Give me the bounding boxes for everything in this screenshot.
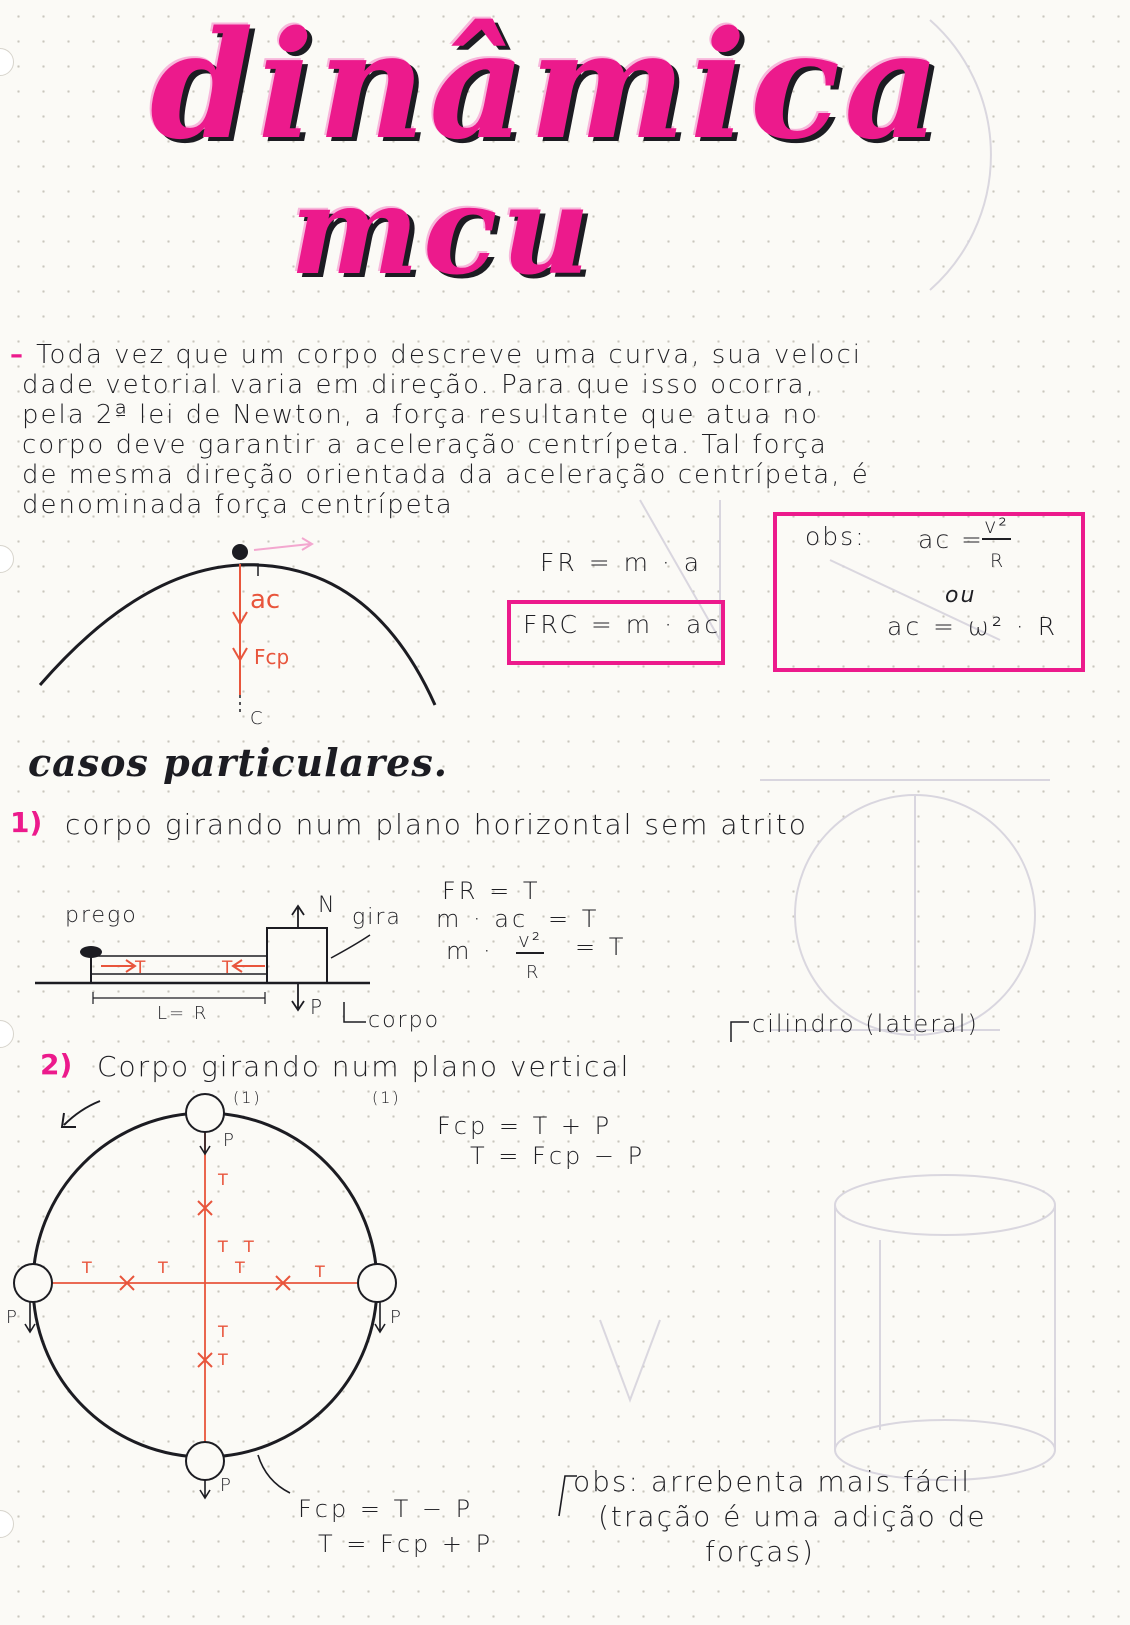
obs-eq1-denominator: R (990, 550, 1006, 572)
case2-p-bottom: P (220, 1475, 233, 1496)
section-heading-casos: casos particulares. (28, 740, 448, 785)
tension-arrow-2 (233, 960, 265, 972)
page-subtitle: mcu (290, 158, 595, 302)
case2-bottom-f1: Fcp = T − P (298, 1495, 474, 1523)
intro-line: de mesma direção orientada da aceleração centrípeta, é (22, 460, 870, 490)
case1-f1: FR = T (442, 877, 541, 905)
case2-one-label-a: (1) (233, 1088, 262, 1107)
obs-or: ou (945, 583, 977, 608)
formula-fr: FR = m · a (540, 548, 703, 577)
case2-one-label-b: (1) (372, 1088, 401, 1107)
gira-pointer (331, 935, 370, 958)
centripetal-curve-diagram (20, 530, 460, 740)
ac-label: ac (250, 585, 281, 615)
rotation-arrow (62, 1101, 100, 1127)
tension-arrow-1 (101, 960, 135, 972)
page-title: dinâmica (150, 0, 945, 172)
cilindro-pointer (725, 1014, 755, 1044)
case2-p-top: P (223, 1130, 236, 1151)
normal-arrow (292, 906, 304, 928)
intro-line: corpo deve garantir a aceleração centrípeta. Tal força (22, 430, 828, 460)
body-bottom (186, 1442, 224, 1480)
case1-number: 1) (10, 806, 43, 839)
case2-t-label: T (244, 1237, 254, 1256)
case1-f3-denominator: R (526, 962, 541, 983)
body-left (14, 1264, 52, 1302)
weight-arrow-top (200, 1132, 210, 1154)
bottom-pointer (258, 1455, 290, 1493)
case1-corpo-label: corpo (368, 1008, 441, 1033)
case2-p-right: P (390, 1307, 403, 1328)
velocity-arrow (254, 538, 312, 550)
case2-t-label: T (218, 1170, 228, 1189)
obs-eq2: ac = ω² · R (887, 612, 1059, 641)
case2-top-f1: Fcp = T + P (437, 1112, 613, 1140)
case1-t-label-2: T (222, 958, 233, 978)
body-top (186, 1094, 224, 1132)
case2-t-label: T (158, 1258, 168, 1277)
curve-arc (40, 565, 435, 705)
case1-p-label: P (310, 995, 325, 1019)
case2-top-f2: T = Fcp − P (470, 1142, 646, 1170)
center-label: C (250, 708, 265, 729)
case1-lr-label: L= R (157, 1003, 209, 1024)
case1-t-label-1: T (135, 958, 146, 978)
case2-t-label: T (218, 1322, 228, 1341)
case1-f2-right: = T (548, 905, 600, 933)
weight-arrow (292, 983, 304, 1010)
case1-f2-left: m · ac (436, 905, 529, 933)
body-dot (232, 544, 248, 560)
formula-frc: FRC = m · ac (523, 610, 722, 639)
case2-obs-line3: forças) (705, 1535, 815, 1568)
case2-t-label: T (218, 1350, 228, 1369)
intro-line: dade vetorial varia em direção. Para que isso ocorra, (22, 370, 816, 400)
case2-t-label: T (315, 1262, 325, 1281)
fcp-label: Fcp (254, 645, 290, 669)
vertical-circle-diagram (0, 1085, 420, 1505)
intro-line: Toda vez que um corpo descreve uma curva, sua veloci (36, 340, 862, 370)
case2-obs-line1: obs: arrebenta mais fácil (573, 1465, 972, 1498)
obs-label: obs: (805, 522, 866, 551)
obs-eq1-numerator: v² (984, 514, 1009, 538)
case1-f3-left: m · (446, 937, 494, 965)
case2-number: 2) (40, 1048, 73, 1081)
case2-t-label: T (218, 1237, 228, 1256)
case1-f3-right: = T (575, 933, 627, 961)
intro-line: denominada força centrípeta (22, 490, 454, 520)
case2-p-left: P (6, 1307, 19, 1328)
case1-gira-label: gira (352, 905, 402, 930)
case2-t-label: T (82, 1258, 92, 1277)
prego-label: prego (65, 903, 138, 928)
weight-arrow-bottom (200, 1480, 210, 1498)
case1-f3-numerator: v² (518, 928, 542, 952)
intro-line: pela 2ª lei de Newton, a força resultante que atua no (22, 400, 819, 430)
case1-n-label: N (318, 893, 337, 918)
case2-title: Corpo girando num plano vertical (97, 1050, 631, 1083)
intro-dash: – (10, 340, 37, 370)
body-block (267, 928, 327, 983)
case2-obs-line2: (tração é uma adição de (598, 1500, 987, 1533)
case2-bottom-f2: T = Fcp + P (318, 1530, 494, 1558)
cilindro-note: cilindro (lateral) (752, 1010, 979, 1038)
body-right (358, 1264, 396, 1302)
case2-t-label: T (235, 1258, 245, 1277)
obs-eq1-left: ac = (918, 525, 984, 554)
case1-title: corpo girando num plano horizontal sem atrito (65, 808, 808, 841)
